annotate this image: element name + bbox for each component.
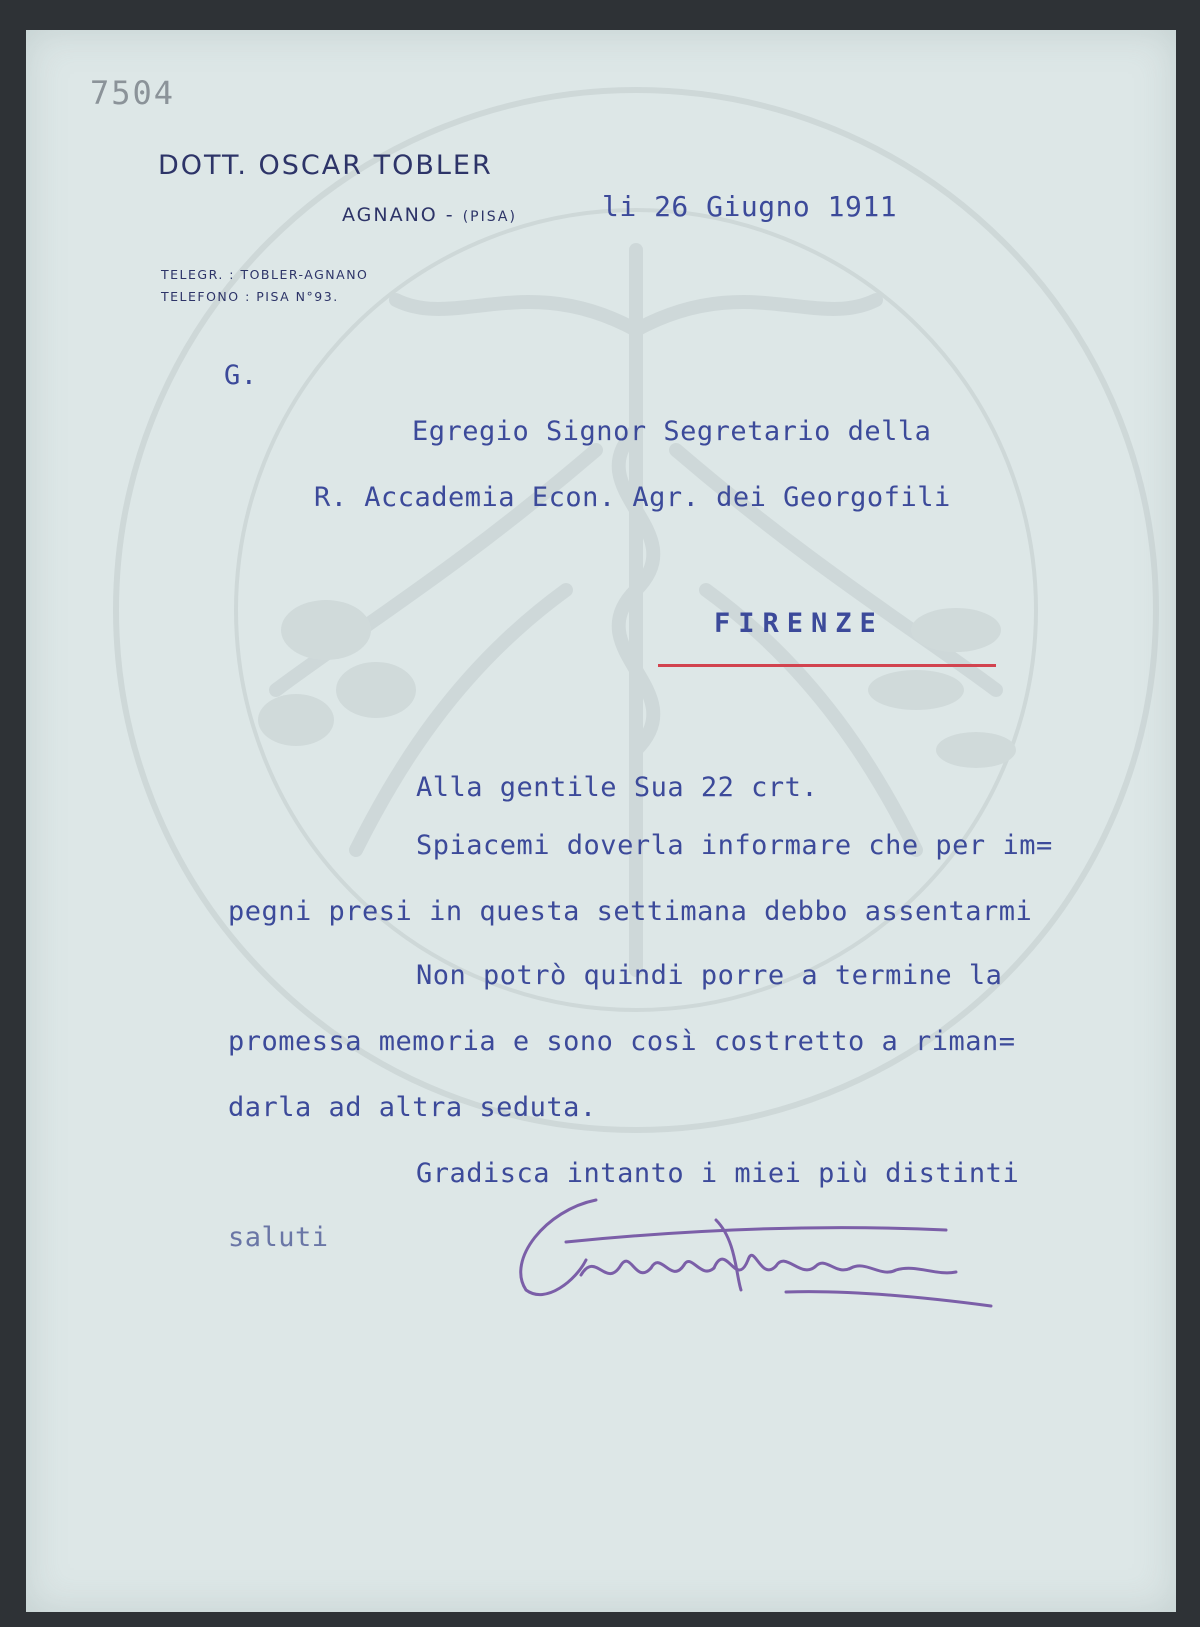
letterhead-telegraph: TELEGR. : TOBLER-AGNANO	[161, 267, 369, 282]
city-underline	[658, 664, 996, 667]
recipient-line-2: R. Accademia Econ. Agr. dei Georgofili	[314, 482, 951, 513]
letter-initial: G.	[224, 360, 258, 391]
recipient-line-1: Egregio Signor Segretario della	[412, 416, 932, 447]
handwritten-signature-icon	[486, 1180, 1006, 1320]
letterhead-place	[342, 204, 517, 226]
recipient-city: FIRENZE	[714, 608, 884, 639]
letter-sheet	[26, 30, 1176, 1612]
body-line: Spiacemi doverla informare che per im=	[416, 830, 1053, 861]
letterhead-name: DOTT. OSCAR TOBLER	[158, 150, 493, 181]
letterhead-town: AGNANO -	[342, 204, 455, 226]
body-line: pegni presi in questa settimana debbo assentarmi	[228, 896, 1033, 927]
closing-line: saluti	[228, 1222, 329, 1253]
letterhead-contact	[161, 264, 368, 308]
body-line: darla ad altra seduta.	[228, 1092, 597, 1123]
letterhead-telephone: TELEFONO : PISA N°93.	[161, 289, 339, 304]
body-line: Alla gentile Sua 22 crt.	[416, 772, 819, 803]
body-line: Non potrò quindi porre a termine la	[416, 960, 1003, 991]
body-line: Gradisca intanto i miei più distinti	[416, 1158, 1020, 1189]
letter-date: li 26 Giugno 1911	[602, 190, 898, 223]
letterhead-province: (PISA)	[462, 209, 517, 225]
body-line: promessa memoria e sono così costretto a riman=	[228, 1026, 1016, 1057]
archive-number: 7504	[90, 74, 176, 112]
